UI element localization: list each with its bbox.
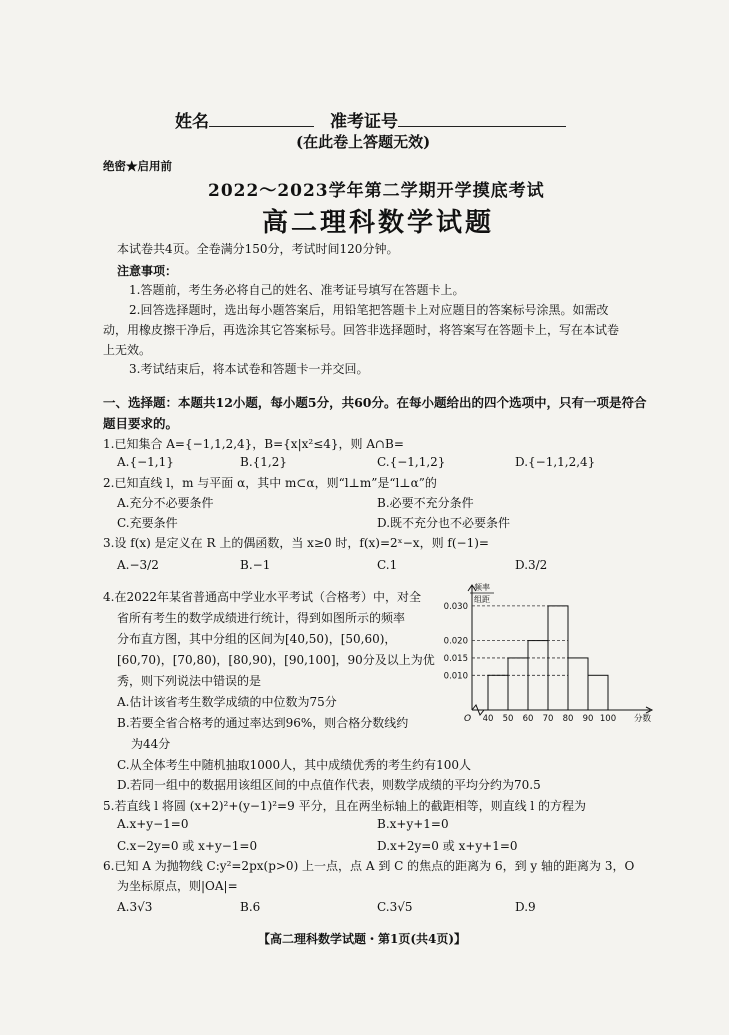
q3-option-b: B.−1 [240, 558, 271, 572]
q1-option-a: A.{−1,1} [117, 455, 174, 469]
paper-title: 高二理科数学试题 [262, 208, 495, 238]
q4-stem: 秀，则下列说法中错误的是 [117, 674, 262, 688]
q4-stem: 4.在2022年某省普通高中学业水平考试（合格考）中，对全 [103, 590, 421, 604]
notice-heading: 注意事项： [117, 264, 178, 278]
y-tick-label: 0.030 [443, 601, 468, 612]
q1-option-c: C.{−1,1,2} [377, 455, 446, 469]
notice-item: 1.答题前，考生务必将自己的姓名、准考证号填写在答题卡上。 [129, 283, 465, 297]
q2-option-d: D.既不充分也不必要条件 [377, 516, 511, 530]
q4-option-c: C.从全体考生中随机抽取1000人，其中成绩优秀的考生约有100人 [117, 758, 472, 772]
q4-option-b-cont: 为44分 [131, 737, 171, 751]
q6-option-c: C.3√5 [377, 900, 413, 914]
frequency-histogram [428, 580, 658, 730]
x-tick-label: 60 [522, 714, 534, 724]
q1-option-d: D.{−1,1,2,4} [515, 455, 596, 469]
q6-option-d: D.9 [515, 900, 536, 914]
q5-stem: 5.若直线 l 将圆 (x+2)²+(y−1)²=9 平分，且在两坐标轴上的截距相等，则直线 l 的方程为 [103, 799, 587, 813]
exam-title: 2022～2023学年第二学期开学摸底考试 [208, 181, 545, 201]
q5-option-c: C.x−2y=0 或 x+y−1=0 [117, 839, 258, 853]
q5-option-b: B.x+y+1=0 [377, 817, 449, 831]
name-field [175, 107, 314, 132]
q3-option-a: A.−3/2 [117, 558, 159, 572]
x-tick-label: 80 [562, 714, 574, 724]
notice-item: 动，用橡皮擦干净后，再选涂其它答案标号。回答非选择题时，将答案写在答题卡上，写在本试卷 [103, 323, 620, 337]
x-tick-label: 40 [482, 714, 494, 724]
page-footer: 【高二理科数学试题・第1页(共4页)】 [258, 932, 467, 946]
q1-stem: 1.已知集合 A={−1,1,2,4}，B={x|x²≤4}，则 A∩B= [103, 437, 404, 451]
q6-option-a: A.3√3 [117, 900, 153, 914]
histogram-bar [588, 675, 608, 710]
q4-stem: [60,70)，[70,80)，[80,90)，[90,100]，90分及以上为优 [117, 653, 435, 667]
q6-stem-cont: 为坐标原点，则|OA|= [117, 879, 238, 893]
intro: 本试卷共4页。全卷满分150分，考试时间120分钟。 [117, 242, 399, 256]
x-tick-label: 70 [542, 714, 554, 724]
x-tick-label: 100 [599, 714, 617, 724]
q2-option-b: B.必要不充分条件 [377, 496, 474, 510]
header-note: (在此卷上答题无效) [296, 133, 431, 151]
name-blank [209, 112, 314, 127]
y-tick-label: 0.010 [443, 671, 468, 682]
q2-option-a: A.充分不必要条件 [117, 496, 214, 510]
x-axis-label: 分数 [634, 714, 652, 724]
q2-option-c: C.充要条件 [117, 516, 178, 530]
notice-item: 2.回答选择题时，选出每小题答案后，用铅笔把答题卡上对应题目的答案标号涂黑。如需改 [129, 303, 609, 317]
name-label: 姓名 [175, 112, 209, 132]
q4-stem: 分布直方图，其中分组的区间为[40,50)，[50,60)， [117, 632, 397, 646]
q3-option-d: D.3/2 [515, 558, 548, 572]
id-label: 准考证号 [330, 112, 398, 132]
y-tick-label: 0.015 [443, 653, 468, 664]
y-axis-label-denominator: 组距 [474, 595, 490, 604]
histogram-bar [488, 675, 508, 710]
section-heading: 一、选择题：本题共12小题，每小题5分，共60分。在每小题给出的四个选项中，只有一项是符合 [103, 395, 647, 410]
id-blank [398, 112, 566, 127]
x-tick-label: 50 [502, 714, 514, 724]
q4-stem: 省所有考生的数学成绩进行统计，得到如图所示的频率 [117, 611, 406, 625]
secret-mark: 绝密★启用前 [103, 159, 172, 173]
q4-option-a: A.估计该省考生数学成绩的中位数为75分 [117, 695, 337, 709]
q6-option-b: B.6 [240, 900, 261, 914]
q4-option-d: D.若同一组中的数据用该组区间的中点值作代表，则数学成绩的平均分约为70.5 [117, 778, 541, 792]
q3-stem: 3.设 f(x) 是定义在 R 上的偶函数，当 x≥0 时，f(x)=2ˣ−x，则 f(−1)= [103, 536, 489, 550]
origin-label: O [464, 714, 472, 724]
q6-stem: 6.已知 A 为抛物线 C:y²=2px(p>0) 上一点，点 A 到 C 的焦点的距离为 6，到 y 轴的距离为 3，O [103, 859, 635, 873]
q5-option-a: A.x+y−1=0 [117, 817, 189, 831]
y-axis-label: 频率 [474, 583, 490, 592]
id-field [330, 107, 566, 132]
section-heading-cont: 题目要求的。 [103, 416, 179, 431]
q3-option-c: C.1 [377, 558, 398, 572]
q5-option-d: D.x+2y=0 或 x+y+1=0 [377, 839, 518, 853]
q1-option-b: B.{1,2} [240, 455, 287, 469]
histogram-bar [568, 658, 588, 710]
y-tick-label: 0.020 [443, 636, 468, 647]
notice-item: 上无效。 [103, 343, 152, 357]
notice-item: 3.考试结束后，将本试卷和答题卡一并交回。 [129, 362, 369, 376]
q4-option-b: B.若要全省合格考的通过率达到96%，则合格分数线约 [117, 716, 409, 730]
q2-stem: 2.已知直线 l，m 与平面 α，其中 m⊂α，则“l⊥m”是“l⊥α”的 [103, 476, 437, 490]
histogram-bar [508, 658, 528, 710]
x-tick-label: 90 [582, 714, 594, 724]
